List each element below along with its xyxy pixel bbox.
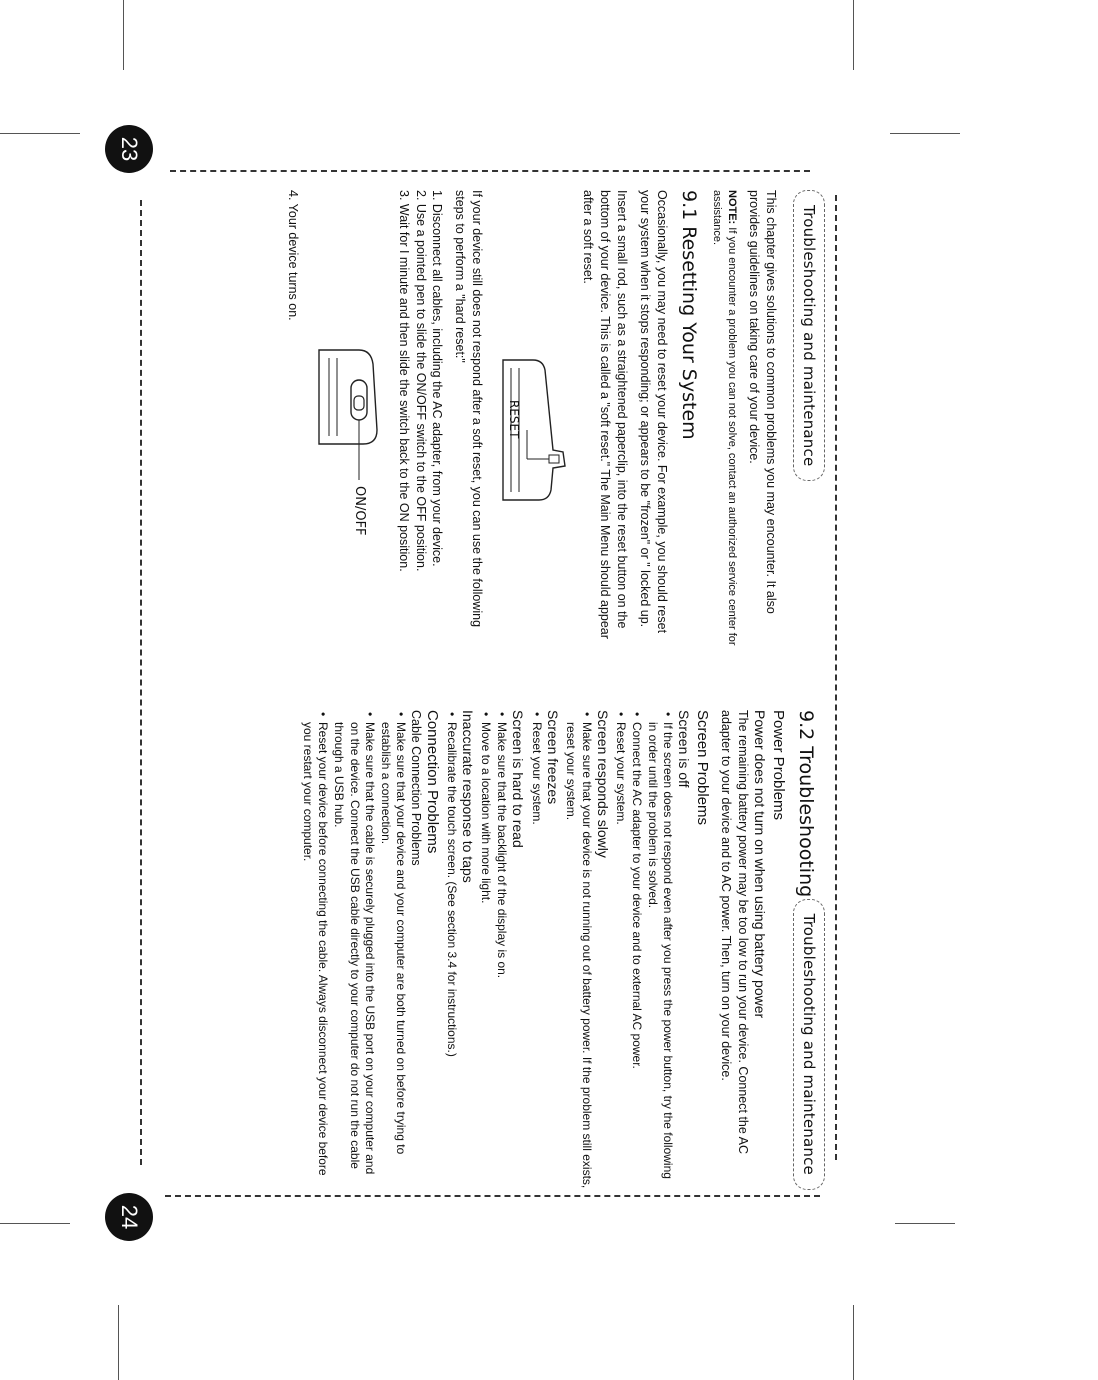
screen-off-heading: Screen is off [676, 710, 693, 788]
page-border-left [140, 200, 142, 1165]
connection-problems-heading: Connection Problems [424, 710, 442, 854]
power-subheading: Power does not turn on when using battery power [752, 710, 768, 1019]
page-border-right [835, 195, 837, 1160]
step-item: 1. Disconnect all cables, including the AC adapter, from your device. [430, 190, 445, 567]
power-problems-heading: Power Problems [770, 710, 787, 821]
step-4-text: 4. Your device turns on. [285, 190, 300, 321]
list-item: • Reset your system. [613, 722, 629, 1190]
page-number-right: 24 [105, 1193, 153, 1241]
manual-spread [165, 190, 825, 1190]
step-item: 2. Use a pointed pen to slide the ON/OFF switch to the OFF position. [413, 190, 428, 572]
crop-mark [0, 133, 80, 134]
note-body: If you encounter a problem you can not solve, contact an authorized service center for assistance. [711, 190, 739, 646]
screen-problems-heading: Screen Problems [694, 710, 712, 826]
onoff-switch-illustration [309, 340, 389, 560]
reset-button-figure [493, 340, 573, 660]
crop-mark [853, 1305, 854, 1380]
intro-text: This chapter gives solutions to common problems you may encounter. It also provides guidelines on taking care of your device. [747, 190, 778, 614]
reset-para-2: Insert a small rod, such as a straightened paperclip, into the reset button on the bottom of your device. This is called a "soft reset." The Main Menu should appear after a soft reset. [581, 190, 629, 639]
list-item: • Make sure that your device and your computer are both turned on before trying to establish a connection. [377, 722, 408, 1190]
list-item: • Reset your device before connecting the cable. Always disconnect your device before you restart your computer. [299, 722, 330, 1190]
crop-mark [123, 0, 124, 70]
onoff-figure-label: ON/OFF [351, 486, 367, 536]
list-item: • If the screen does not respond even after you press the power button, try the following in order until the problem is solved. [644, 722, 675, 1190]
note-text [710, 190, 740, 660]
list-item: • Make sure that the cable is securely plugged into the USB port on your computer and on the device. Connect the USB cable directly to your computer do not run the cable through a USB hub. [330, 722, 377, 1190]
cable-problems-list [299, 710, 408, 1190]
hard-reset-steps [395, 190, 446, 660]
page-number-left: 23 [105, 125, 153, 173]
screen-slow-list [563, 710, 594, 1190]
step-item: 3. Wait for I minute and then slide the switch back to the ON position. [396, 190, 411, 572]
list-item: • Make sure that the backlight of the display is on. [494, 722, 510, 1190]
left-page [278, 190, 825, 660]
list-item: • Move to a location with more light. [478, 722, 494, 1190]
screen-hard-read-heading: Screen is hard to read [510, 710, 527, 848]
right-page [297, 710, 825, 1190]
reset-para-3: If your device still does not respond after a soft reset, you can use the following steps to perform a "hard reset:" [453, 190, 485, 628]
crop-mark [890, 133, 960, 134]
reset-figure-label: RESET [507, 400, 522, 439]
crop-mark [895, 1223, 955, 1224]
page-border-top [170, 170, 810, 172]
inaccurate-taps-list [443, 710, 459, 1190]
reset-para-1: Occasionally, you may need to reset your device. For example, you should reset your system when it stops responding; or appears to be "frozen" or " locked up. [637, 190, 669, 634]
onoff-switch-figure [309, 340, 389, 660]
screen-freeze-list [528, 710, 544, 1190]
screen-hard-read-list [478, 710, 509, 1190]
note-label: NOTE: [726, 190, 739, 225]
device-bottom-illustration [493, 340, 573, 540]
section-title-resetting: 9.1 Resetting Your System [677, 190, 700, 440]
crop-mark [0, 1223, 70, 1224]
list-item: • Make sure that your device is not running out of battery power. If the problem still exists, reset your system. [563, 722, 594, 1190]
page-border-bottom [165, 1195, 820, 1197]
section-title-troubleshooting: 9.2 Troubleshooting [795, 710, 817, 898]
screen-off-list [613, 710, 675, 1190]
power-text: The remaining battery power may be too low to run your device. Connect the AC adapter to your device and to AC power. Then, turn on your device. [719, 710, 750, 1154]
list-item: • Reset your system. [528, 722, 544, 1190]
crop-mark [853, 0, 854, 70]
chapter-tab-left: Troubleshooting and maintenance [793, 190, 825, 481]
screen-freeze-heading: Screen freezes [544, 710, 561, 805]
crop-mark [118, 1305, 119, 1380]
list-item: • Connect the AC adapter to your device and to external AC power. [628, 722, 644, 1190]
list-item: • Recalibrate the touch screen. (See section 3.4 for instructions.) [443, 722, 459, 1190]
chapter-tab-right: Troubleshooting and maintenance [793, 899, 825, 1190]
cable-problems-heading: Cable Connection Problems [409, 710, 424, 866]
screen-slow-heading: Screen responds slowly [594, 710, 611, 858]
inaccurate-taps-heading: Inaccurate response to taps [459, 710, 476, 883]
